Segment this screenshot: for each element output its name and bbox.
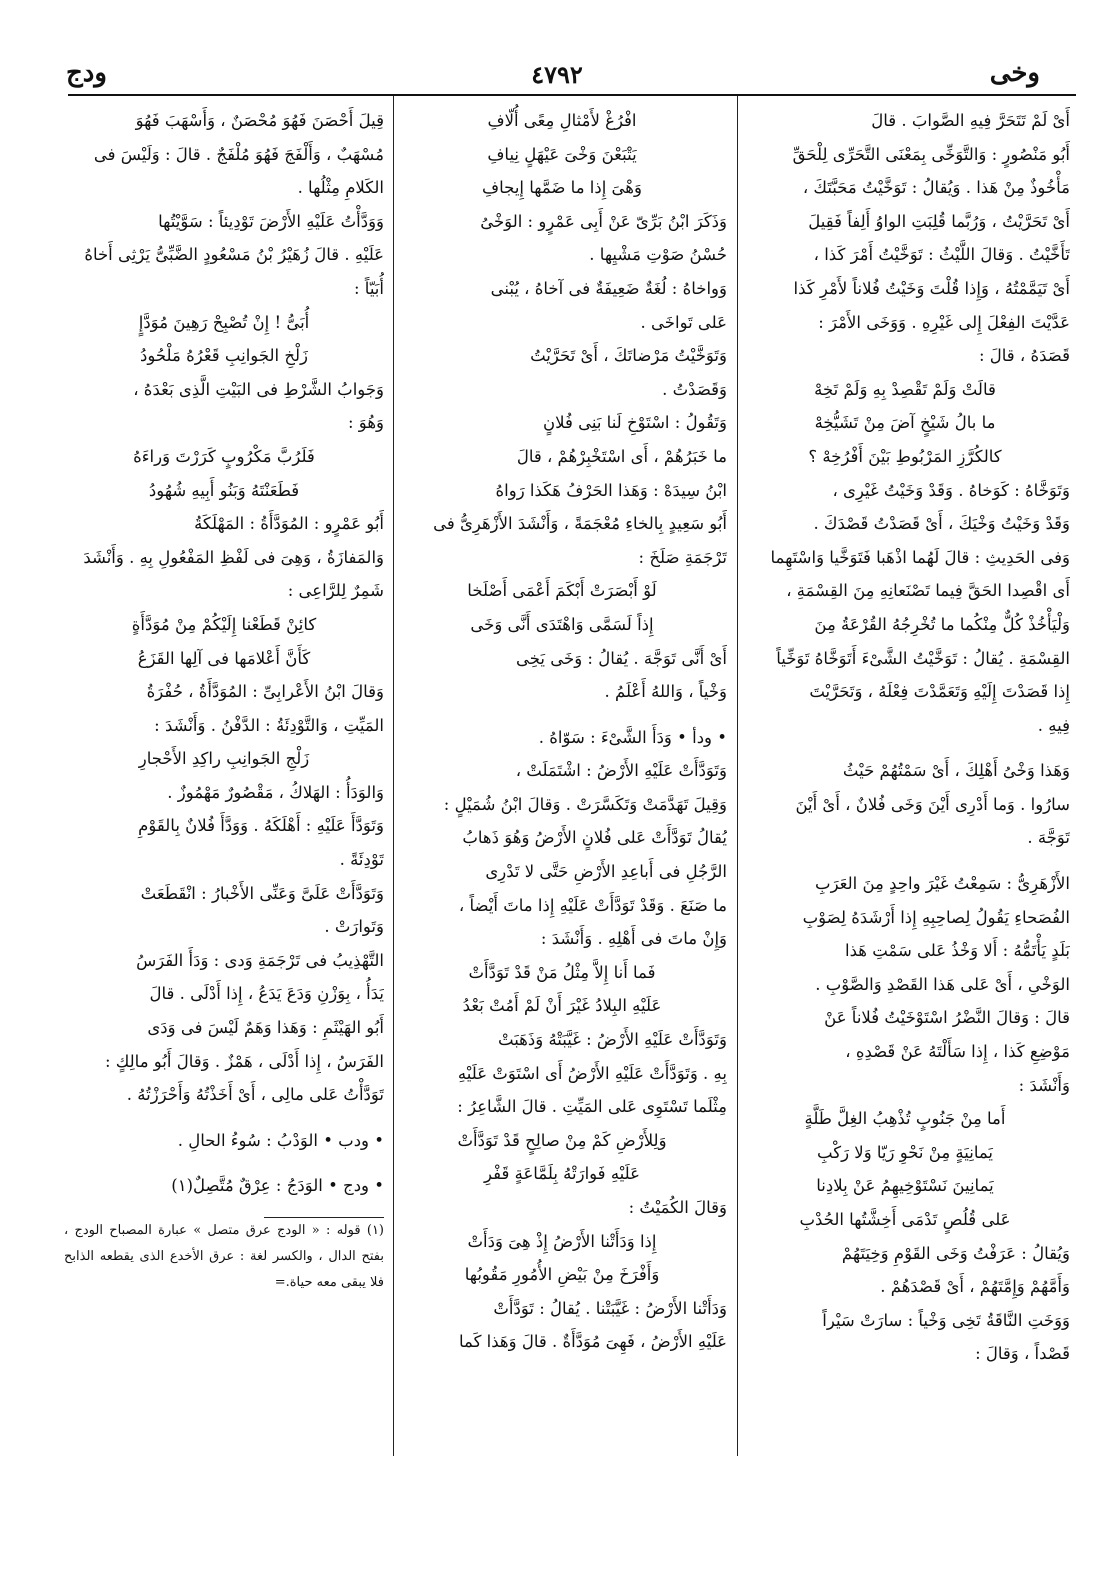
text-line: الفَرَسُ ، إِذا أَدْلَى ، هَمْزٌ . وَقالَ أَبُو مالِكٍ : bbox=[104, 1051, 384, 1071]
verse-line: زَلْجِ الجَوانِبِ راكِدِ الأَحْجارِ bbox=[138, 749, 310, 769]
entry-heading-wdb: • ودب • الوَدْبُ : سُوءُ الحالِ . bbox=[177, 1130, 384, 1150]
text-line: قِيلَ أَحْصَنَ فَهُوَ مُحْصَنٌ ، وَأَسْهَبَ فَهُوَ bbox=[135, 111, 384, 130]
verse-line: فَلَرُبَّ مَكْرُوبٍ كَرَرْتَ وَراءَهُ bbox=[133, 446, 315, 466]
text-line: وَقالَ الكُمَيْتُ : bbox=[628, 1198, 727, 1217]
text-line: شَمِرٌ لِلرَّاعِى : bbox=[287, 581, 384, 601]
text-line: الرَّجُلِ فى أَباعِدِ الأَرْضِ حَتَّى لا تَدْرِى bbox=[485, 862, 727, 882]
text-line: مُسْهَبٌ ، وَأَلْفَجَ فَهُوَ مُلْفَجٌ . قالَ : وَلَيْسَ فى bbox=[93, 144, 384, 164]
text-column-1 bbox=[740, 104, 1070, 1464]
text-line: وَتَوَخَّاهُ : كَوَخاهُ . وَقَدْ وَخَيْتُ غَيْرِى ، bbox=[832, 480, 1070, 500]
text-line: أَبُو عَمْرٍو : المُوَدَّأَةُ : المَهْلَكَةُ bbox=[194, 514, 384, 534]
text-line: أَبُو سَعِيدٍ بِالخاءِ مُعْجَمَةً ، وَأَنْشَدَ الأَزْهَرِىُّ فى bbox=[433, 514, 727, 534]
text-line: الكَلامِ مِثْلُها . bbox=[297, 178, 384, 198]
text-line: إِذا قَصَدْتَ إِلَيْهِ وَتَعَمَّدْتَ فِعْلَهُ ، وَتَحَرَّيْتَ bbox=[809, 682, 1070, 702]
text-line: وَوَدَّأْتُ عَلَيْهِ الأَرْضَ تَوْدِيئاً : سَوَّيْتُها bbox=[158, 211, 384, 231]
verse-line: كالكُرَّزِ المَرْبُوطِ بَيْنَ أَفْرُخِهْ ؟ bbox=[808, 446, 1002, 466]
text-line: الأَزْهَرِىُّ : سَمِعْتُ غَيْرَ واحِدٍ مِنَ العَرَبِ bbox=[815, 874, 1070, 894]
text-line: وَيُقالُ : عَرَفْتُ وَخَى القَوْمِ وَخِيَتَهُمْ bbox=[841, 1243, 1070, 1263]
text-line: وَجَوابُ الشَّرْطِ فى البَيْتِ الَّذِى بَعْدَهُ ، bbox=[133, 379, 384, 399]
text-line: وَذَكَرَ ابْنُ بَرِّىّ عَنْ أَبِى عَمْرٍو : الوَخْىُ bbox=[480, 211, 727, 231]
text-line: تَوْدِئَةً . bbox=[339, 850, 384, 870]
page-number: ٤٧٩٢ bbox=[531, 60, 583, 89]
verse-line: أَما مِنْ جَنُوبٍ تُذْهِبُ الغِلَّ طَلَّةٍ bbox=[804, 1109, 1006, 1129]
entry-heading-wdj: • ودج • الوَدَجُ : عِرْقٌ مُتَّصِلٌ(١) bbox=[171, 1176, 384, 1196]
verse-line: عَلَيْهِ فَوارَتْهُ بِلَمَّاعَةٍ قَفْرِ bbox=[484, 1164, 640, 1184]
verse-line: يَتْبَعْنَ وَخْىَ عَيْهَلٍ نِيافِ bbox=[487, 144, 637, 164]
text-line: وَتَوارَتْ . bbox=[324, 917, 384, 937]
text-line: وَهَذا وَخْىُ أَهْلِكَ ، أَىْ سَمْتُهُمْ حَيْثُ bbox=[842, 761, 1070, 781]
text-line: عَدَّيْتَ الفِعْلَ إِلى غَيْرِهِ . وَوَخَى الأَمْرَ : bbox=[818, 312, 1070, 332]
footnote: (١) قوله : « الودج عرق متصل » عبارة المصباح الودج ، بفتح الدال ، والكسر لغة : عرق الأخدع الذى يقطعه الذابح فلا يبقى معه حياة.= bbox=[64, 1223, 384, 1290]
verse-line: إِذاً لَسَمَّى وَاهْتَدَى أَنَّى وَخَى bbox=[470, 614, 654, 634]
text-line: وَإِنْ ماتَ فى أَهْلِهِ . وَأَنْشَدَ : bbox=[540, 929, 727, 949]
text-line: مَوْضِعِ كَذا ، إِذا سَأَلْتَهُ عَنْ قَصْدِهِ ، bbox=[845, 1042, 1070, 1062]
text-line: بَلَدٍ يَأْتَمُّهُ : أَلا وَخْذُ عَلى سَمْتِ هَذا bbox=[845, 941, 1070, 961]
text-line: أَى اقْصِدا الحَقَّ فِيما تَصْنَعانِهِ مِنَ القِسْمَةِ ، bbox=[786, 581, 1070, 601]
text-line: الفُصَحاءِ يَقُولُ لِصاحِبِهِ إِذا أَرْشَدَهُ لِصَوْبِ bbox=[802, 907, 1070, 927]
text-line: تَرْجَمَةِ صَلَخَ : bbox=[638, 547, 727, 567]
text-line: أَىْ أَنَّى تَوَجَّهَ . يُقالُ : وَخَى يَخِى bbox=[516, 648, 727, 668]
text-line: حُسْنُ صَوْتِ مَشْيِها . bbox=[589, 245, 727, 265]
verse-line: زَلْخِ الجَوانِبِ قَعْرُهُ مَلْحُودُ bbox=[140, 346, 308, 366]
text-line: وَلْيَأْخُذْ كُلٌّ مِنْكُما ما تُخْرِجُهُ القُرْعَةُ مِنَ bbox=[814, 614, 1070, 634]
verse-line: كَأَنَّ أَعْلامَها فى آلِها القَزَعُ bbox=[137, 648, 311, 668]
column-divider bbox=[393, 96, 394, 1456]
text-line: وَفى الحَدِيثِ : قالَ لَهُما اذْهَبا فَتَوَخَّيا وَاسْتَهِما bbox=[770, 547, 1070, 567]
text-line: وَتَوَخَّيْتُ مَرْضاتَكَ ، أَىْ تَحَرَّيْتُ bbox=[530, 346, 727, 366]
page-header bbox=[60, 58, 1054, 94]
verse-line: عَلَيْهِ البِلادُ غَيْرَ أَنْ لَمْ أَمُتْ بَعْدُ bbox=[462, 996, 662, 1016]
text-line: وَقِيلَ تَهَدَّمَتْ وَتَكَسَّرَتْ . وَقالَ ابْنُ شُمَيْلٍ : bbox=[443, 794, 727, 814]
text-line: أَبُو الهَيْثَمِ : وَهَذا وَهَمٌ لَيْسَ فى وَدَى bbox=[147, 1018, 384, 1038]
text-line: ابْنُ سِيدَهْ : وَهَذا الحَرْفُ هَكَذا رَواهُ bbox=[495, 480, 727, 500]
text-line: وَأَنْشَدَ : bbox=[1018, 1075, 1070, 1095]
verse-line: لَوْ أَبْصَرَتْ أَبْكَمَ أَعْمَى أَصْلَخا bbox=[467, 581, 657, 601]
column-divider bbox=[737, 96, 738, 1456]
text-line: وَالمَفازَةُ ، وَهِىَ فى لَفْظِ المَفْعُولِ بِهِ . وَأَنْشَدَ bbox=[83, 547, 384, 567]
text-line: أَىْ تَحَرَّيْتُ ، وَرُبَّما قُلِبَتِ الواوُ أَلِفاً فَقِيلَ bbox=[808, 211, 1070, 231]
text-line: أُبَيّاً : bbox=[354, 278, 384, 298]
header-rule bbox=[68, 94, 1076, 96]
text-line: وَقالَ ابْنُ الأَعْرابِىِّ : المُوَدَّأَةُ ، حُفْرَةُ bbox=[146, 682, 384, 702]
text-line: عَلَيْهِ الأَرْضُ ، فَهِىَ مُوَدَّأَةٌ . قالَ وَهَذا كَما bbox=[459, 1332, 727, 1352]
text-line: وَالوَدَأُ : الهَلاكُ ، مَقْصُورٌ مَهْمُوزٌ . bbox=[167, 782, 384, 802]
text-line: تَوَدَّأْتُ عَلى مالِى ، أَىْ أَخَذْتُهُ وَأَحْرَزْتُهُ . bbox=[126, 1085, 384, 1105]
text-line: يُقالُ تَوَدَّأَتْ عَلى فُلانٍ الأَرْضُ وَهُوَ ذَهابُ bbox=[462, 828, 727, 848]
text-line: عَلى تَواخَى . bbox=[640, 312, 727, 332]
text-line: وَتَوَدَّأَتْ عَلَىَّ وَعَنِّى الأَخْبارُ : انْقَطَعَتْ bbox=[140, 883, 384, 903]
text-line: وَتَوَدَّأَ عَلَيْهِ : أَهْلَكَهُ . وَوَدَّأَ فُلانٌ بِالقَوْمِ bbox=[138, 816, 384, 836]
text-line: قالَ : وَقالَ النَّضْرُ اسْتَوْخَيْتُ فُلاناً عَنْ bbox=[824, 1008, 1070, 1028]
text-line: ما خَبَرُهُمْ ، أَى اسْتَخْبِرْهُمْ ، قالَ bbox=[516, 446, 727, 466]
verse-line: أُبَىُّ ! إِنْ تُصْبِحْ رَهِينَ مُوَدَّإٍ bbox=[138, 312, 310, 332]
text-line: فِيهِ . bbox=[1037, 715, 1070, 735]
verse-line: ما بالُ شَيْخٍ آضَ مِنْ تَشَيُّخِهْ bbox=[814, 413, 996, 433]
text-line: المَيِّتِ ، وَالتَّوْدِئَةُ : الدَّفْنُ . وَأَنْشَدَ : bbox=[154, 715, 384, 735]
text-line: التَّهْذِيبُ فى تَرْجَمَةِ وَدى : وَدَأَ الفَرَسُ bbox=[136, 950, 384, 970]
verse-line: إِذا وَدَأَتْنا الأَرْضُ إِذْ هِىَ وَدَأَتْ bbox=[467, 1231, 657, 1251]
text-line: تَأَخَّيْتُ . وَقالَ اللَّيْثُ : تَوَخَّيْتُ أَمْرَ كَذا ، bbox=[813, 245, 1070, 265]
text-line: سارُوا . وَما أَدْرِى أَيْنَ وَخَى فُلانٌ ، أَىْ أَيْنَ bbox=[795, 794, 1070, 814]
verse-line: عَلى قُلُصٍ تَدْمَى أَخِشَّتُها الحُدْبِ bbox=[799, 1210, 1011, 1229]
running-head-right: وخى bbox=[989, 58, 1040, 88]
text-line: وَتَوَدَّأَتْ عَلَيْهِ الأَرْضُ : غَيَّبَتْهُ وَذَهَبَتْ bbox=[498, 1030, 727, 1050]
verse-line: وَهْىَ إِذا ما ضَمَّها إِيجافِ bbox=[482, 178, 642, 198]
text-line: القِسْمَةِ . يُقالُ : تَوَخَّيْتُ الشَّىْءَ أَتَوَخَّاهُ تَوَخِّياً bbox=[776, 648, 1070, 668]
verse-line: فَما أَنا إِلاَّ مِثْلُ مَنْ قَدْ تَوَدَّأَتْ bbox=[468, 962, 656, 982]
verse-line: يَمانِيَةٍ مِنْ نَحْوِ رَيّا وَلا رَكْبِ bbox=[817, 1142, 993, 1162]
text-column-3 bbox=[64, 104, 384, 1464]
text-line: يَدَأُ ، بِوَزْنِ وَدَعَ يَدَعُ ، إِذا أَدْلَى . قالَ bbox=[149, 984, 384, 1004]
text-line: وَقَدْ وَخَيْتُ وَخْيَكَ ، أَىْ قَصَدْتُ قَصْدَكَ . bbox=[813, 514, 1070, 534]
running-head-left: ودج bbox=[66, 58, 107, 88]
text-line: وَقَصَدْتُ . bbox=[662, 379, 727, 399]
text-line: مِثْلَما تَسْتَوِى عَلى المَيِّتِ . قالَ الشَّاعِرُ : bbox=[457, 1097, 727, 1117]
verse-line: وَأَفْرَخَ مِنْ بَيْضِ الأُمُورِ مَقُوبُها bbox=[464, 1265, 660, 1285]
text-line: وَهُوَ : bbox=[348, 413, 384, 433]
text-line: عَلَيْهِ . قالَ زُهَيْرُ بْنُ مَسْعُودٍ الضَّبِّىُّ يَرْثِى أَخاهُ bbox=[84, 245, 384, 265]
text-line: وَأَمَّهُمْ وَإِمَّتَهُمْ ، أَىْ قَصْدَهُمْ . bbox=[880, 1277, 1070, 1297]
verse-line: قالَتْ وَلَمْ تَقْصِدْ بِهِ وَلَمْ تَخِهْ bbox=[814, 379, 996, 399]
verse-line: يَمانِينَ نَسْتَوْخِيهِمُ عَنْ بِلادِنا bbox=[816, 1176, 994, 1196]
text-line: وَتَوَدَّأَتْ عَلَيْهِ الأَرْضُ : اشْتَمَلَتْ ، bbox=[515, 761, 727, 781]
text-line: أَىْ لَمْ تَتَحَرَّ فِيهِ الصَّوابَ . قالَ bbox=[871, 111, 1070, 130]
verse-line: وَلِلأَرْضِ كَمْ مِنْ صالِحٍ قَدْ تَوَدَّأَتْ bbox=[457, 1130, 667, 1150]
verse-line: فَطَعَنْتَهُ وَبَنُو أَبِيهِ شُهُودُ bbox=[148, 480, 300, 500]
text-line: وَوَخَتِ النَّاقَةُ تَخِى وَخْياً : سارَتْ سَيْراً bbox=[822, 1310, 1070, 1330]
text-column-2 bbox=[397, 104, 727, 1464]
text-line: تَوَجَّهَ . bbox=[1027, 828, 1070, 848]
text-line: وَدَأَتْنا الأَرْضُ : غَيَّبَتْنا . يُقالُ : تَوَدَّأَتْ bbox=[493, 1298, 727, 1318]
text-line: وَخْياً ، وَاللهُ أَعْلَمُ . bbox=[604, 682, 727, 702]
text-line: قَصْداً ، وَقالَ : bbox=[975, 1344, 1070, 1364]
text-line: مَأْخُوذٌ مِنْ هَذا . وَيُقالُ : تَوَخَّيْتُ مَحَبَّتَكَ ، bbox=[802, 178, 1070, 198]
entry-heading-wda: • ودأ • وَدَأَ الشَّىْءَ : سَوّاهُ . bbox=[538, 727, 727, 747]
text-line: وَواخاهُ : لُغَةٌ ضَعِيفَةٌ فى آخاهُ ، يُبْنى bbox=[490, 278, 727, 298]
verse-line: كائِنْ قَطَعْنا إِلَيْكُمْ مِنْ مُوَدَّأَةٍ bbox=[131, 614, 317, 634]
text-line: ما صَنَعَ . وَقَدْ تَوَدَّأَتْ عَلَيْهِ إِذا ماتَ أَيْضاً ، bbox=[458, 895, 727, 915]
text-line: أَىْ تَيَمَّمْتُهُ ، وَإِذا قُلْتَ وَخَيْتُ فُلاناً لأَمْرِ كَذا bbox=[793, 278, 1070, 298]
text-line: قَصَدَهُ ، قالَ : bbox=[978, 346, 1070, 366]
text-line: الوَخْىِ ، أَىْ عَلى هَذا القَصْدِ وَالصَّوْبِ . bbox=[815, 974, 1070, 994]
text-line: بِهِ . وَتَوَدَّأَتْ عَلَيْهِ الأَرْضُ أَى اسْتَوَتْ عَلَيْهِ bbox=[457, 1063, 727, 1083]
text-line: وَتَقُولُ : اسْتَوْخِ لَنا بَنِى فُلانٍ bbox=[543, 413, 727, 433]
verse-line: افْرُغْ لأَمْثالِ مِعًى أُلّافِ bbox=[487, 111, 637, 130]
text-line: أَبُو مَنْصُورٍ : وَالتَّوَخِّى بِمَعْنَى التَّحَرِّى لِلْحَقِّ bbox=[792, 144, 1070, 164]
